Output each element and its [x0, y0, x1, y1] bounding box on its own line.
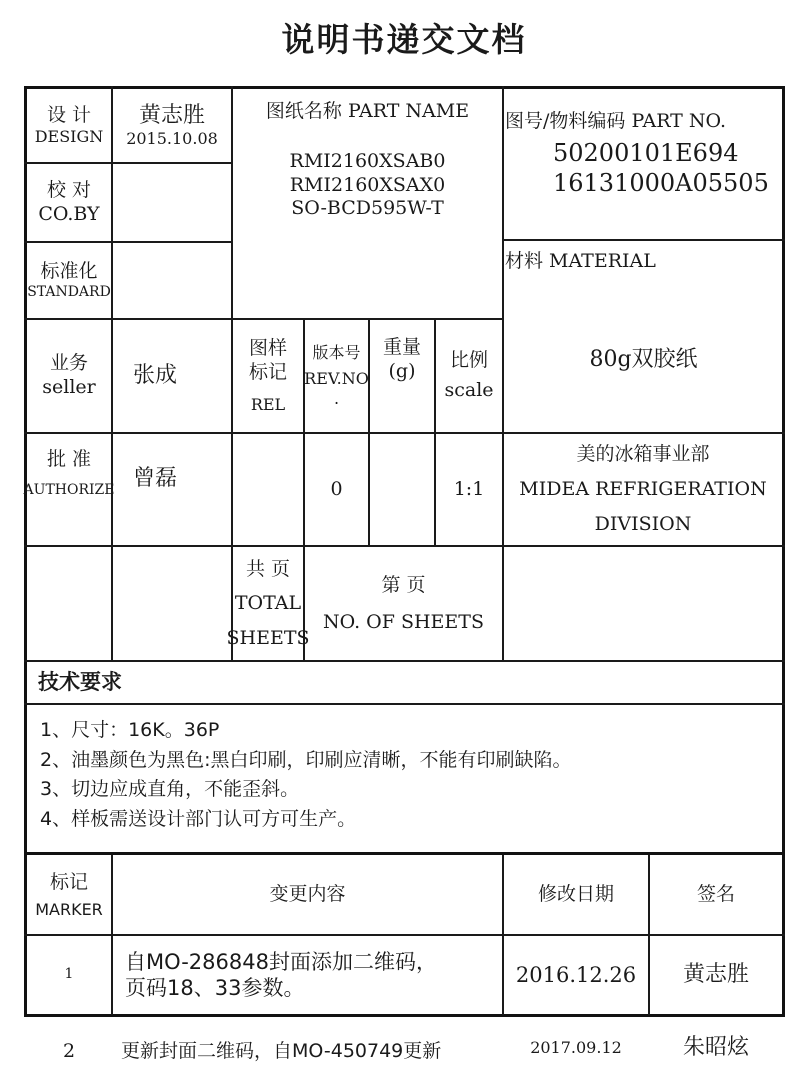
total-sheets-label: 共 页 TOTAL SHEETS: [226, 558, 310, 649]
sheet-no-label: 第 页 NO. OF SHEETS: [323, 574, 484, 633]
requirement-item: 2、油墨颜色为黑色:黑白印刷，印刷应清晰，不能有印刷缺陷。: [40, 748, 572, 771]
document-title: 说明书递交文档: [281, 20, 527, 59]
material-label: 材料 MATERIAL: [505, 250, 656, 273]
authorize-label: 批 准 AUTHORIZE: [23, 448, 115, 499]
part-no-2: 16131000A05505: [553, 168, 769, 197]
weight-label: 重量 (g): [382, 336, 421, 382]
company-cn: 美的冰箱事业部: [576, 442, 710, 465]
part-no-block: [505, 110, 782, 235]
rev-value: 0: [330, 477, 343, 500]
authorizer-name: 曾磊: [133, 466, 178, 492]
part-name-2: RMI2160XSAX0: [289, 173, 446, 196]
content-header: 变更内容: [269, 882, 346, 905]
design-date: 2015.10.08: [126, 129, 218, 149]
row-marker: 2: [62, 1040, 76, 1063]
row-sign: 朱昭炫: [682, 1035, 749, 1061]
requirement-item: 3、切边应成直角，不能歪斜。: [40, 778, 300, 800]
row-marker: 1: [64, 966, 74, 983]
check-label: 校 对 CO.BY: [38, 178, 100, 225]
designer-name: 黄志胜: [138, 102, 205, 128]
standard-label: 标准化 STANDARD: [27, 259, 111, 300]
scale-label: 比例 scale: [444, 349, 494, 401]
row-date: 2016.12.26: [515, 962, 637, 987]
part-no-1: 50200101E694: [553, 138, 739, 167]
designer-cell: [113, 89, 231, 162]
rel-label: 图样 标记 REL: [248, 337, 287, 414]
marker-header: 标记 MARKER: [35, 870, 103, 919]
requirement-item: 4、样板需送设计部门认可方可生产。: [40, 807, 357, 830]
company-en-2: DIVISION: [594, 513, 692, 536]
requirements-heading: 技术要求: [38, 670, 122, 695]
part-name-block: [233, 100, 502, 260]
seller-name: 张成: [133, 363, 178, 389]
company-block: [504, 434, 782, 545]
seller-label: 业务 seller: [42, 352, 96, 398]
part-no-label: 图号/物料编码 PART NO.: [505, 110, 727, 132]
sign-header: 签名: [696, 882, 735, 905]
row-date: 2017.09.12: [530, 1038, 622, 1057]
rev-label: 版本号 REV.NO .: [304, 343, 369, 408]
part-name-label: 图纸名称 PART NAME: [265, 100, 470, 122]
requirement-item: 1、尺寸：16K。36P: [40, 719, 220, 741]
row-content: 更新封面二维码，自MO-450749更新: [121, 1040, 442, 1063]
scale-value: 1:1: [453, 477, 485, 500]
material-value: 80g双胶纸: [589, 347, 698, 373]
design-label: 设 计 DESIGN: [34, 103, 104, 147]
row-sign: 黄志胜: [682, 962, 749, 988]
date-header: 修改日期: [537, 882, 614, 905]
requirements-list: [40, 716, 572, 834]
row-content: 自MO-286848封面添加二维码， 页码18、33参数。: [125, 949, 437, 1000]
part-name-1: RMI2160XSAB0: [289, 149, 446, 172]
part-name-3: SO-BCD595W-T: [291, 197, 444, 220]
company-en-1: MIDEA REFRIGERATION: [519, 477, 767, 500]
